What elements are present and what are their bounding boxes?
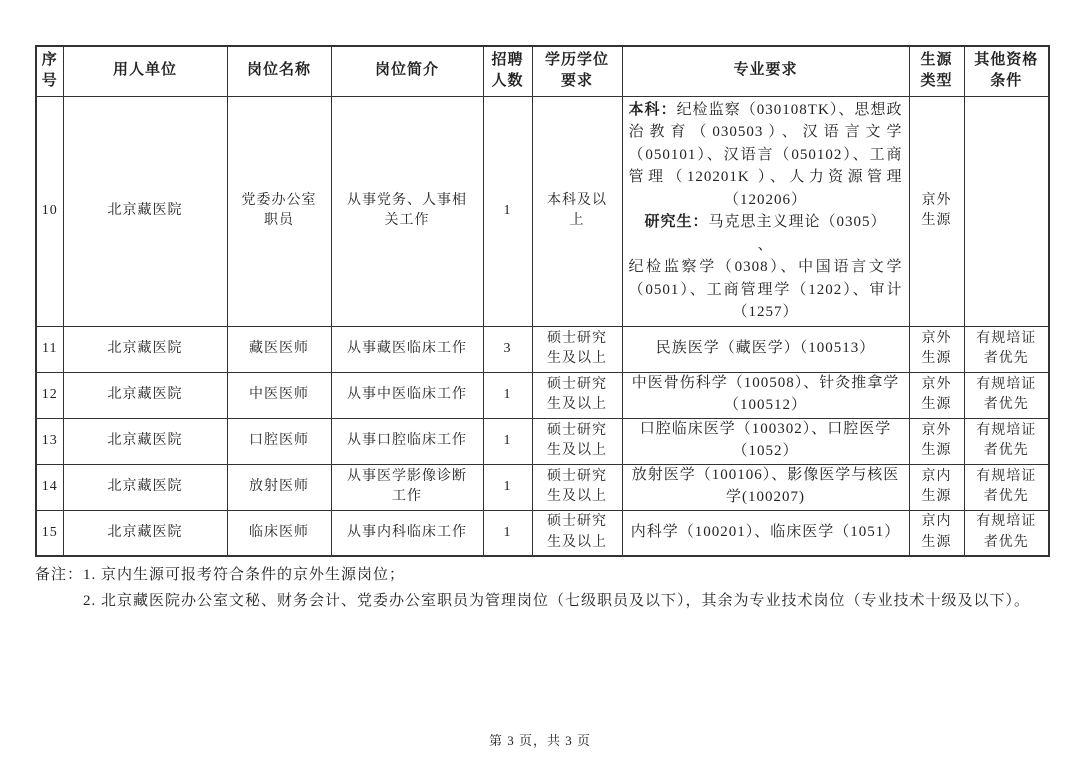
recruitment-table [35, 45, 1050, 557]
cell-employer: 北京藏医院 [63, 372, 227, 418]
cell-source: 京外生源 [909, 372, 964, 418]
cell-no: 13 [36, 418, 63, 464]
column-header: 序号 [36, 46, 63, 96]
notes-section [35, 562, 1048, 615]
cell-major [622, 96, 909, 326]
cell-source: 京外生源 [909, 418, 964, 464]
cell-other: 有规培证者优先 [964, 418, 1049, 464]
major-level-label: 研究生： [644, 214, 709, 230]
note-item: 1. 京内生源可报考符合条件的京外生源岗位； [83, 567, 406, 583]
cell-position: 放射医师 [227, 464, 331, 510]
cell-employer: 北京藏医院 [63, 418, 227, 464]
table-row [36, 326, 1049, 372]
cell-position: 党委办公室职员 [227, 96, 331, 326]
cell-other: 有规培证者优先 [964, 326, 1049, 372]
major-requirement-line: 纪检监察学（0308）、中国语言文学（0501）、工商管理学（1202）、审计（1257） [628, 259, 903, 320]
major-requirement-line: 研究生：马克思主义理论（0305） [644, 214, 887, 230]
cell-major: 放射医学（100106）、影像医学与核医学(100207) [622, 464, 909, 510]
page-number: 第 3 页，共 3 页 [488, 733, 591, 748]
table-row [36, 372, 1049, 418]
notes-items [83, 562, 1048, 615]
cell-other [964, 96, 1049, 326]
cell-intro: 从事内科临床工作 [331, 510, 483, 556]
cell-intro: 从事口腔临床工作 [331, 418, 483, 464]
cell-position: 口腔医师 [227, 418, 331, 464]
column-header: 生源类型 [909, 46, 964, 96]
cell-count: 3 [483, 326, 532, 372]
note-item: 2. 北京藏医院办公室文秘、财务会计、党委办公室职员为管理岗位（七级职员及以下），其余为专业技术岗位（专业技术十级及以下）。 [83, 593, 1031, 610]
cell-education: 硕士研究生及以上 [532, 464, 622, 510]
table-row [36, 510, 1049, 556]
cell-other: 有规培证者优先 [964, 464, 1049, 510]
cell-major: 内科学（100201）、临床医学（1051） [622, 510, 909, 556]
cell-other: 有规培证者优先 [964, 372, 1049, 418]
cell-education: 本科及以上 [532, 96, 622, 326]
notes-label: 备注： [35, 567, 84, 583]
cell-position: 中医医师 [227, 372, 331, 418]
cell-major: 口腔临床医学（100302）、口腔医学（1052） [622, 418, 909, 464]
cell-count: 1 [483, 372, 532, 418]
cell-major: 中医骨伤科学（100508）、针灸推拿学（100512） [622, 372, 909, 418]
column-header: 专业要求 [622, 46, 909, 96]
cell-intro: 从事藏医临床工作 [331, 326, 483, 372]
cell-no: 10 [36, 96, 63, 326]
cell-count: 1 [483, 510, 532, 556]
cell-no: 11 [36, 326, 63, 372]
cell-major: 民族医学（藏医学）（100513） [622, 326, 909, 372]
column-header: 学历学位要求 [532, 46, 622, 96]
header-row [36, 46, 1049, 96]
cell-intro: 从事党务、人事相关工作 [331, 96, 483, 326]
cell-position: 藏医医师 [227, 326, 331, 372]
cell-other: 有规培证者优先 [964, 510, 1049, 556]
column-header: 岗位名称 [227, 46, 331, 96]
cell-education: 硕士研究生及以上 [532, 510, 622, 556]
cell-intro: 从事中医临床工作 [331, 372, 483, 418]
table-row [36, 464, 1049, 510]
table-header [36, 46, 1049, 96]
cell-education: 硕士研究生及以上 [532, 418, 622, 464]
cell-no: 14 [36, 464, 63, 510]
major-requirement-line: 本科：纪检监察（030108TK）、思想政治教育（030503）、汉语言文学（050101）、汉语言（050102）、工商管理（120201K ）、人力资源管理（120206） [628, 101, 903, 208]
cell-no: 12 [36, 372, 63, 418]
cell-source: 京外生源 [909, 326, 964, 372]
cell-no: 15 [36, 510, 63, 556]
cell-position: 临床医师 [227, 510, 331, 556]
table-row [36, 418, 1049, 464]
cell-education: 硕士研究生及以上 [532, 326, 622, 372]
column-header: 岗位简介 [331, 46, 483, 96]
cell-employer: 北京藏医院 [63, 96, 227, 326]
table-body [36, 96, 1049, 556]
cell-source: 京内生源 [909, 510, 964, 556]
cell-source: 京内生源 [909, 464, 964, 510]
major-level-label: 本科： [628, 101, 677, 118]
major-requirement-line: 、 [757, 236, 774, 253]
cell-source: 京外生源 [909, 96, 964, 326]
table-row [36, 96, 1049, 326]
cell-employer: 北京藏医院 [63, 326, 227, 372]
cell-employer: 北京藏医院 [63, 510, 227, 556]
cell-employer: 北京藏医院 [63, 464, 227, 510]
column-header: 招聘人数 [483, 46, 532, 96]
column-header: 用人单位 [63, 46, 227, 96]
cell-count: 1 [483, 96, 532, 326]
cell-education: 硕士研究生及以上 [532, 372, 622, 418]
column-header: 其他资格条件 [964, 46, 1049, 96]
cell-count: 1 [483, 464, 532, 510]
cell-count: 1 [483, 418, 532, 464]
cell-intro: 从事医学影像诊断工作 [331, 464, 483, 510]
